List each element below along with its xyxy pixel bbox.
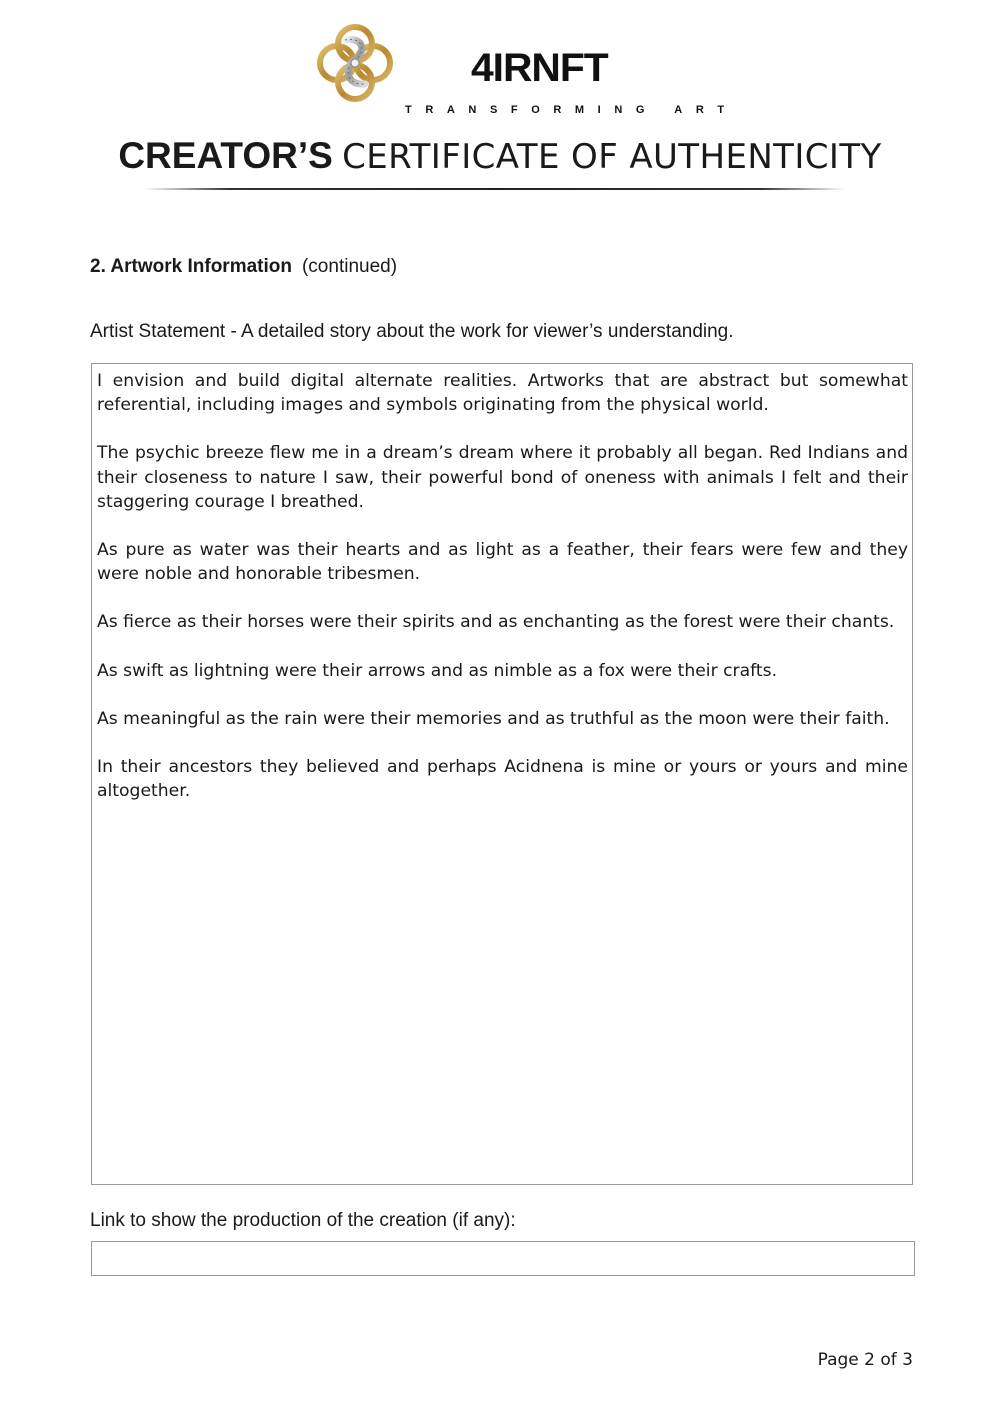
artist-statement-field[interactable] xyxy=(91,363,913,1185)
production-link-label: Link to show the production of the creation (if any): xyxy=(90,1210,516,1231)
page-number: Page 2 of 3 xyxy=(817,1350,913,1370)
statement-paragraph: I envision and build digital alternate realities. Artworks that are abstract but somewhat referential, including images and symbols originating from the physical world. xyxy=(97,371,908,416)
statement-paragraph: In their ancestors they believed and perhaps Acidnena is mine or yours or yours and mine altogether. xyxy=(97,757,908,802)
brand-tagline: TRANSFORMING ART xyxy=(405,104,738,116)
section-heading xyxy=(90,256,397,278)
section-title: 2. Artwork Information xyxy=(90,256,292,277)
statement-paragraph: As pure as water was their hearts and as light as a feather, their fears were few and they were noble and honorable tribesmen. xyxy=(97,540,908,585)
artist-statement-label: Artist Statement - A detailed story about the work for viewer’s understanding. xyxy=(90,321,734,342)
statement-paragraph: As meaningful as the rain were their memories and as truthful as the moon were their faith. xyxy=(97,708,890,729)
title-divider xyxy=(145,188,845,190)
section-continued-note: (continued) xyxy=(301,256,398,277)
certificate-title xyxy=(0,134,1000,179)
brand-name: 4IRNFT xyxy=(471,46,608,90)
certificate-title-bold: CREATOR’S xyxy=(118,135,333,176)
statement-paragraph: The psychic breeze flew me in a dream’s dream where it probably all began. Red Indians and their closeness to nature I saw, their powerful bond of oneness with animals I felt and their staggering courage I breathed. xyxy=(97,443,908,512)
statement-paragraph: As fierce as their horses were their spirits and as enchanting as the forest were their chants. xyxy=(97,612,895,633)
production-link-field[interactable] xyxy=(91,1241,915,1276)
certificate-title-rest: CERTIFICATE OF AUTHENTICITY xyxy=(342,137,882,177)
brand-logo xyxy=(315,24,738,116)
infinity-knot-logo-icon xyxy=(315,24,395,102)
statement-paragraph: As swift as lightning were their arrows and as nimble as a fox were their crafts. xyxy=(97,660,778,681)
